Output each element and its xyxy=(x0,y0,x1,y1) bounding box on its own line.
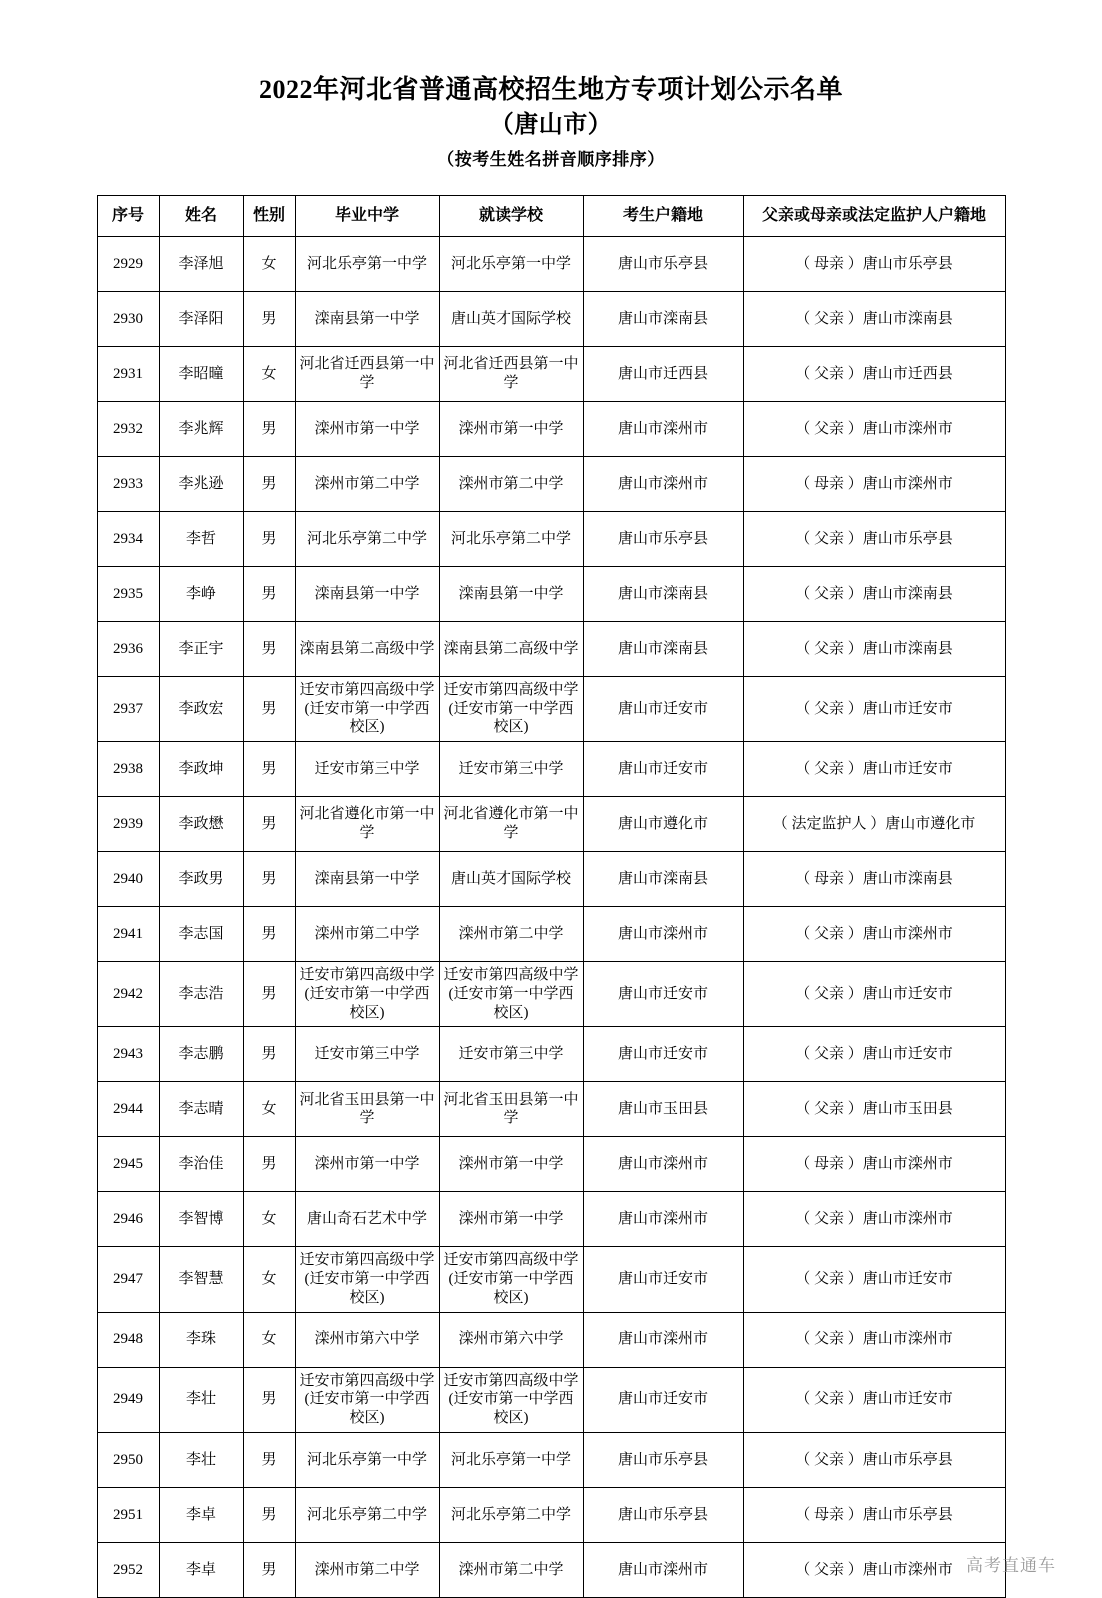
table-column-header-4: 就读学校 xyxy=(439,195,583,236)
table-column-header-3: 毕业中学 xyxy=(295,195,439,236)
table-cell: 河北乐亭第二中学 xyxy=(295,1487,439,1542)
table-cell: 李志国 xyxy=(159,907,243,962)
table-cell: （ 父亲 ）唐山市滦州市 xyxy=(743,1192,1005,1247)
table-cell: 唐山英才国际学校 xyxy=(439,852,583,907)
table-cell: 男 xyxy=(243,1432,295,1487)
table-cell: 女 xyxy=(243,1192,295,1247)
table-cell: 河北省遵化市第一中学 xyxy=(439,797,583,852)
table-cell: 迁安市第三中学 xyxy=(295,1027,439,1082)
table-column-header-0: 序号 xyxy=(97,195,159,236)
table-cell: 滦南县第一中学 xyxy=(295,291,439,346)
table-cell: （ 父亲 ）唐山市迁安市 xyxy=(743,1367,1005,1432)
table-cell: 迁安市第四高级中学(迁安市第一中学西校区) xyxy=(295,1247,439,1312)
table-cell: 滦州市第二中学 xyxy=(439,456,583,511)
table-cell: 李昭曈 xyxy=(159,346,243,401)
table-cell: 李志晴 xyxy=(159,1082,243,1137)
table-cell: 李哲 xyxy=(159,511,243,566)
table-cell: （ 父亲 ）唐山市玉田县 xyxy=(743,1082,1005,1137)
table-cell: 滦州市第二中学 xyxy=(295,1542,439,1597)
table-row xyxy=(97,907,1005,962)
table-cell: 唐山市乐亭县 xyxy=(583,511,743,566)
table-cell: 唐山市迁安市 xyxy=(583,1367,743,1432)
table-cell: （ 父亲 ）唐山市滦南县 xyxy=(743,621,1005,676)
table-cell: 唐山市遵化市 xyxy=(583,797,743,852)
table-cell: 迁安市第四高级中学(迁安市第一中学西校区) xyxy=(295,676,439,741)
table-cell: （ 父亲 ）唐山市迁安市 xyxy=(743,676,1005,741)
table-row xyxy=(97,401,1005,456)
table-cell: 男 xyxy=(243,291,295,346)
table-row xyxy=(97,962,1005,1027)
table-cell: （ 父亲 ）唐山市滦南县 xyxy=(743,566,1005,621)
table-cell: 2935 xyxy=(97,566,159,621)
table-cell: 迁安市第四高级中学(迁安市第一中学西校区) xyxy=(439,676,583,741)
table-row xyxy=(97,1137,1005,1192)
table-cell: 2929 xyxy=(97,236,159,291)
candidate-table xyxy=(97,195,1006,1598)
table-cell: 2952 xyxy=(97,1542,159,1597)
table-cell: 滦州市第二中学 xyxy=(295,907,439,962)
table-cell: 唐山市乐亭县 xyxy=(583,1432,743,1487)
table-cell: 2942 xyxy=(97,962,159,1027)
table-cell: 滦南县第一中学 xyxy=(295,566,439,621)
table-cell: （ 父亲 ）唐山市迁西县 xyxy=(743,346,1005,401)
table-cell: （ 父亲 ）唐山市迁安市 xyxy=(743,962,1005,1027)
table-cell: （ 父亲 ）唐山市迁安市 xyxy=(743,1247,1005,1312)
table-cell: 唐山市滦南县 xyxy=(583,291,743,346)
table-cell: 2944 xyxy=(97,1082,159,1137)
table-cell: 2938 xyxy=(97,742,159,797)
page-title: 2022年河北省普通高校招生地方专项计划公示名单 xyxy=(258,75,843,104)
table-cell: 男 xyxy=(243,621,295,676)
table-cell: 2934 xyxy=(97,511,159,566)
table-cell: 迁安市第四高级中学(迁安市第一中学西校区) xyxy=(439,1367,583,1432)
table-cell: 唐山市滦州市 xyxy=(583,1192,743,1247)
table-cell: 2941 xyxy=(97,907,159,962)
table-cell: 唐山市玉田县 xyxy=(583,1082,743,1137)
table-cell: （ 父亲 ）唐山市滦州市 xyxy=(743,1542,1005,1597)
table-cell: （ 父亲 ）唐山市滦州市 xyxy=(743,401,1005,456)
table-cell: 唐山市迁安市 xyxy=(583,676,743,741)
table-cell: 男 xyxy=(243,1027,295,1082)
table-column-header-6: 父亲或母亲或法定监护人户籍地 xyxy=(743,195,1005,236)
table-cell: 河北乐亭第二中学 xyxy=(439,511,583,566)
table-cell: 唐山市乐亭县 xyxy=(583,236,743,291)
table-cell: 河北乐亭第一中学 xyxy=(439,1432,583,1487)
table-cell: 李志鹏 xyxy=(159,1027,243,1082)
table-cell: 李兆逊 xyxy=(159,456,243,511)
table-cell: 河北省迁西县第一中学 xyxy=(295,346,439,401)
table-cell: 唐山市滦南县 xyxy=(583,852,743,907)
table-cell: 男 xyxy=(243,676,295,741)
table-row xyxy=(97,236,1005,291)
table-cell: 滦南县第一中学 xyxy=(295,852,439,907)
table-cell: 滦州市第六中学 xyxy=(295,1312,439,1367)
table-cell: 迁安市第三中学 xyxy=(439,1027,583,1082)
page-sort-note: （按考生姓名拼音顺序排序） xyxy=(437,150,665,170)
watermark: 高考直通车 xyxy=(966,1555,1056,1575)
table-cell: 唐山市滦州市 xyxy=(583,907,743,962)
table-cell: 河北省玉田县第一中学 xyxy=(295,1082,439,1137)
table-cell: 李志浩 xyxy=(159,962,243,1027)
table-cell: 滦州市第六中学 xyxy=(439,1312,583,1367)
table-row xyxy=(97,1432,1005,1487)
table-row xyxy=(97,566,1005,621)
table-cell: （ 父亲 ）唐山市迁安市 xyxy=(743,742,1005,797)
table-cell: 2937 xyxy=(97,676,159,741)
table-cell: 唐山英才国际学校 xyxy=(439,291,583,346)
table-cell: 李泽阳 xyxy=(159,291,243,346)
table-cell: 李壮 xyxy=(159,1367,243,1432)
table-cell: 李智博 xyxy=(159,1192,243,1247)
table-row xyxy=(97,621,1005,676)
table-body xyxy=(97,236,1005,1597)
table-cell: （ 父亲 ）唐山市乐亭县 xyxy=(743,511,1005,566)
table-cell: 唐山市滦州市 xyxy=(583,1312,743,1367)
table-cell: 男 xyxy=(243,1137,295,1192)
table-cell: 男 xyxy=(243,1487,295,1542)
table-cell: 2951 xyxy=(97,1487,159,1542)
table-cell: 男 xyxy=(243,401,295,456)
table-row xyxy=(97,1312,1005,1367)
table-row xyxy=(97,1367,1005,1432)
table-cell: 河北乐亭第二中学 xyxy=(295,511,439,566)
table-cell: 迁安市第四高级中学(迁安市第一中学西校区) xyxy=(439,962,583,1027)
table-cell: 男 xyxy=(243,797,295,852)
table-header-row xyxy=(97,195,1005,236)
table-cell: 迁安市第三中学 xyxy=(439,742,583,797)
table-cell: 唐山市乐亭县 xyxy=(583,1487,743,1542)
table-cell: 女 xyxy=(243,346,295,401)
table-cell: 男 xyxy=(243,456,295,511)
table-cell: 滦州市第二中学 xyxy=(439,907,583,962)
table-cell: 李卓 xyxy=(159,1487,243,1542)
table-row xyxy=(97,1027,1005,1082)
table-cell: （ 母亲 ）唐山市滦州市 xyxy=(743,1137,1005,1192)
table-cell: 迁安市第四高级中学(迁安市第一中学西校区) xyxy=(295,962,439,1027)
table-cell: 唐山市迁西县 xyxy=(583,346,743,401)
table-cell: 滦州市第一中学 xyxy=(439,1192,583,1247)
table-row xyxy=(97,346,1005,401)
table-cell: 男 xyxy=(243,511,295,566)
table-cell: 河北乐亭第一中学 xyxy=(439,236,583,291)
table-cell: 李壮 xyxy=(159,1432,243,1487)
table-cell: 2940 xyxy=(97,852,159,907)
table-cell: 河北乐亭第一中学 xyxy=(295,1432,439,1487)
table-cell: 唐山市迁安市 xyxy=(583,742,743,797)
table-cell: 女 xyxy=(243,1312,295,1367)
table-cell: 李珠 xyxy=(159,1312,243,1367)
table-row xyxy=(97,1247,1005,1312)
table-cell: 2932 xyxy=(97,401,159,456)
table-header xyxy=(97,195,1005,236)
table-cell: 李政男 xyxy=(159,852,243,907)
table-cell: 唐山市滦南县 xyxy=(583,566,743,621)
table-cell: 李峥 xyxy=(159,566,243,621)
table-cell: 女 xyxy=(243,1082,295,1137)
table-cell: 滦南县第二高级中学 xyxy=(439,621,583,676)
table-cell: 河北乐亭第二中学 xyxy=(439,1487,583,1542)
table-cell: （ 母亲 ）唐山市乐亭县 xyxy=(743,236,1005,291)
table-cell: 男 xyxy=(243,852,295,907)
table-cell: （ 父亲 ）唐山市滦州市 xyxy=(743,907,1005,962)
table-cell: 滦州市第二中学 xyxy=(295,456,439,511)
table-cell: 唐山奇石艺术中学 xyxy=(295,1192,439,1247)
table-cell: 女 xyxy=(243,236,295,291)
table-row xyxy=(97,511,1005,566)
table-row xyxy=(97,797,1005,852)
table-cell: 李治佳 xyxy=(159,1137,243,1192)
table-cell: 李正宇 xyxy=(159,621,243,676)
table-cell: （ 父亲 ）唐山市滦南县 xyxy=(743,291,1005,346)
table-cell: 男 xyxy=(243,1367,295,1432)
table-cell: 唐山市滦州市 xyxy=(583,1137,743,1192)
table-row xyxy=(97,1487,1005,1542)
table-row xyxy=(97,456,1005,511)
table-cell: 迁安市第四高级中学(迁安市第一中学西校区) xyxy=(295,1367,439,1432)
table-cell: 2930 xyxy=(97,291,159,346)
table-cell: 滦州市第二中学 xyxy=(439,1542,583,1597)
table-cell: 滦州市第一中学 xyxy=(439,1137,583,1192)
table-cell: 迁安市第四高级中学(迁安市第一中学西校区) xyxy=(439,1247,583,1312)
table-cell: 2948 xyxy=(97,1312,159,1367)
table-cell: 女 xyxy=(243,1247,295,1312)
table-cell: 滦南县第二高级中学 xyxy=(295,621,439,676)
table-cell: 李卓 xyxy=(159,1542,243,1597)
table-cell: 李政坤 xyxy=(159,742,243,797)
table-cell: （ 母亲 ）唐山市乐亭县 xyxy=(743,1487,1005,1542)
table-row xyxy=(97,1192,1005,1247)
table-cell: 2946 xyxy=(97,1192,159,1247)
table-cell: 河北省遵化市第一中学 xyxy=(295,797,439,852)
table-cell: 河北省迁西县第一中学 xyxy=(439,346,583,401)
table-cell: 男 xyxy=(243,742,295,797)
table-cell: （ 母亲 ）唐山市滦南县 xyxy=(743,852,1005,907)
table-cell: 男 xyxy=(243,907,295,962)
table-cell: 唐山市迁安市 xyxy=(583,1247,743,1312)
table-cell: （ 父亲 ）唐山市乐亭县 xyxy=(743,1432,1005,1487)
table-cell: 唐山市迁安市 xyxy=(583,962,743,1027)
table-cell: 男 xyxy=(243,566,295,621)
table-cell: 2945 xyxy=(97,1137,159,1192)
table-cell: （ 母亲 ）唐山市滦州市 xyxy=(743,456,1005,511)
table-cell: 唐山市滦南县 xyxy=(583,621,743,676)
table-cell: 河北省玉田县第一中学 xyxy=(439,1082,583,1137)
table-cell: 唐山市滦州市 xyxy=(583,1542,743,1597)
page-subtitle: （唐山市） xyxy=(489,112,613,139)
table-cell: （ 父亲 ）唐山市迁安市 xyxy=(743,1027,1005,1082)
table-cell: 李政宏 xyxy=(159,676,243,741)
table-cell: 唐山市滦州市 xyxy=(583,456,743,511)
table-cell: 2949 xyxy=(97,1367,159,1432)
table-row xyxy=(97,1542,1005,1597)
table-cell: 唐山市滦州市 xyxy=(583,401,743,456)
table-cell: 2950 xyxy=(97,1432,159,1487)
table-cell: 滦州市第一中学 xyxy=(295,401,439,456)
table-cell: 2933 xyxy=(97,456,159,511)
table-cell: 2931 xyxy=(97,346,159,401)
table-cell: 李政懋 xyxy=(159,797,243,852)
table-row xyxy=(97,742,1005,797)
table-row xyxy=(97,1082,1005,1137)
table-row xyxy=(97,852,1005,907)
table-cell: 男 xyxy=(243,1542,295,1597)
table-column-header-5: 考生户籍地 xyxy=(583,195,743,236)
table-cell: 2947 xyxy=(97,1247,159,1312)
table-column-header-2: 性别 xyxy=(243,195,295,236)
table-cell: （ 法定监护人 ）唐山市遵化市 xyxy=(743,797,1005,852)
table-cell: 滦南县第一中学 xyxy=(439,566,583,621)
table-cell: 男 xyxy=(243,962,295,1027)
table-cell: 李泽旭 xyxy=(159,236,243,291)
table-cell: 河北乐亭第一中学 xyxy=(295,236,439,291)
table-row xyxy=(97,676,1005,741)
table-column-header-1: 姓名 xyxy=(159,195,243,236)
table-cell: 2936 xyxy=(97,621,159,676)
table-cell: 李兆辉 xyxy=(159,401,243,456)
table-cell: 2939 xyxy=(97,797,159,852)
table-cell: 迁安市第三中学 xyxy=(295,742,439,797)
table-cell: （ 父亲 ）唐山市滦州市 xyxy=(743,1312,1005,1367)
table-cell: 滦州市第一中学 xyxy=(295,1137,439,1192)
table-row xyxy=(97,291,1005,346)
table-cell: 李智慧 xyxy=(159,1247,243,1312)
table-cell: 滦州市第一中学 xyxy=(439,401,583,456)
table-cell: 唐山市迁安市 xyxy=(583,1027,743,1082)
table-cell: 2943 xyxy=(97,1027,159,1082)
